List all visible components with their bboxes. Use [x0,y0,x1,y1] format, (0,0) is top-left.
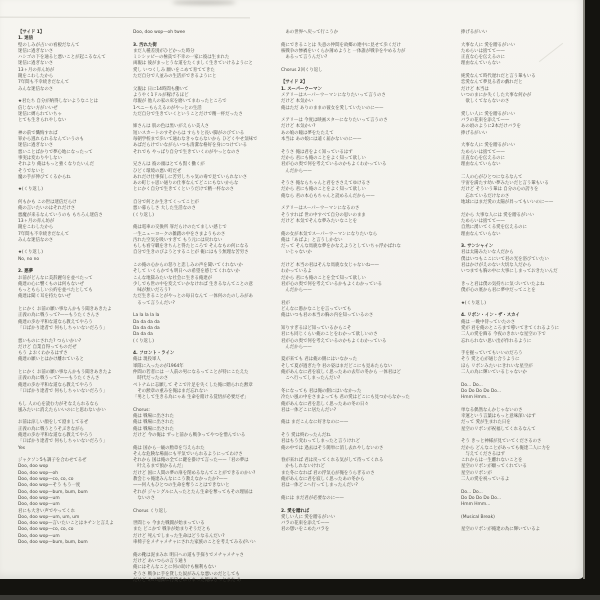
lyric-line: ただ自分で生きていくということだけで精一杯だったさ [133,111,243,117]
lyric-line: だって そんな馬鹿な夢をかなえようとしていちゃ浮かばれな [281,244,401,250]
lyric-line: んだから—— [281,288,312,294]
lyric-line: Da da da da [133,325,160,331]
lyric-line: 欲しくてならないのさ [461,99,510,105]
lyric-line: 鏡をこわしたから [18,225,54,231]
lyric-line: Da da da da [133,319,160,325]
lyric-line: Chorus 2回くり返し [281,67,323,73]
lyric-line: 俺なら 君の本心もちゃんと読めるんだから—— [281,193,375,199]
lyric-line: そして夏が過ぎた今 君の姿はまだどこにも見あたらない [281,363,393,369]
lyric-line: 冷たい風の中をさまよっても 君の愛はどこにも見つからなかった [281,395,410,401]
lyric-line: 僕が心の底から君に夢中だってことを [461,288,536,294]
lyric-line: 迷信に過ぎないさ [18,61,54,67]
lyric-line: Doo, doo wop—um [18,533,60,539]
lyric-line: だけど そういう輩は 自分の心の誇りを [461,187,539,193]
song-title: 4. フロント・ライン [133,351,175,357]
lyric-line: だけど 本当は [461,86,489,92]
lyric-line: 13ヶ月の赤ん坊が [18,67,55,73]
lyric-line: 俺があんなに君を寂しく思ったあの冬から [281,477,365,483]
lyric-line: メアリーはスーパーウーマンになるのさ [281,206,360,212]
lyric-line: 理由なんていらない [461,231,501,237]
lyric-line: もう よおくわかるはずさ [18,351,68,357]
lyric-line: 捧げるがいい [461,130,488,136]
lyric-line: いつのまにか失くした大事な何かが [461,92,532,98]
lyric-line: だけど 本気かい [281,99,314,105]
lyrics-column-3 [281,30,433,578]
lyric-line: Doo, doo wop [18,464,49,470]
lyric-line: 捧げるがいい [461,30,488,35]
lyric-line: 両親は 彼がまっとうな道をたくましく生きていけるようにと [133,61,253,67]
lyric-line: 俺は 現役軍人 [133,357,161,363]
lyric-line: 自分で生きのびようとすることが 俺にはもう無理な苦労さ [133,250,249,256]
lyric-line: 兄さんは 彼の頭はとても賢く働くが [133,162,205,168]
lyric-line: そう きっと神様が見ていてくださるのさ [461,439,542,445]
song-title: 3. 汚れた街 [133,42,157,48]
lyric-line: 愛が 君を俺のところまで導いてきてくれるように [461,325,559,331]
lyric-line: とにかく お前の願い事なんかもう聞きあきたよ [18,370,112,376]
lyric-line: 大事な人に 愛を贈るがいい [461,42,516,48]
lyric-line: 俺は 国から一級の勲章を与えられた [133,445,205,451]
lyric-line: 君にも同じくらい俺のことをわかって欲しいのさ [281,332,378,338]
lyric-line: ためらいは捨てて—— [461,218,505,224]
lyric-line: ただ自分で人並みの生活ができるようにと [133,74,217,80]
lyric-line: 「口ばかり達者で 何もしちゃいないだろう」 [18,388,108,394]
lyric-line: 君が心の奥で何を考えているのかもよくわかっている [281,338,387,344]
lyric-line: バラの花束を添えて—— [281,521,330,527]
lyric-line: そう 愛は終わったんだね [281,433,331,438]
lyric-line: Do Do Do Do Do... [461,388,502,394]
lyric-line: そうさ 戦争に手を貸した奴がみんな悪いのだとしても [133,571,240,577]
lyric-line: 俺は まだこんなに好きなのに—— [281,420,349,426]
lyric-line: 知りすぎるほど知っているからこそ [281,325,352,331]
lyric-line: また冬になれば 君の浮気心が俺をうらぎるのさ [281,470,375,476]
lyric-line: 俺にできることは 失意の仲間を故郷の連中に見せて歩くだけ [281,42,401,48]
lyric-line: だから どんなことがあっても俺達二人に力を [461,445,551,451]
lyric-line: 宇宙を満たす幼い夢みたいだと言う輩もいる [461,181,549,187]
lyric-line: 二人の愛を飾る 今夜のきれいな星空の下で [461,332,546,338]
lyric-line: 世間じゃ 今また戦闘が始まっている [133,521,205,527]
lyric-line: 地球にはまだ愛の太陽が昇ってもいいのに—— [461,200,554,206]
lyrics-column-2 [133,30,279,583]
lyric-line: 俺はいつも君の本当の胸の内を知っているのさ [281,313,374,319]
lyric-line: そうでないと [18,168,45,174]
lyric-line: Do Do Do Do Do... [461,495,502,501]
song-title: 【サイド 1】 [18,30,45,35]
lyric-line: だけど 国に人間の夢の扉を閉めるなんてことができるのかい? [133,470,256,476]
lyric-line: Doo, doo wop—bum, bum, bum [18,489,88,495]
lyric-line: 星空のリボンが俺達の為に輝いているよ [461,527,541,533]
lyric-line: とても生きられやしない [18,118,67,124]
lyric-line: 神の前で懺悔すれば [18,130,58,136]
lyric-line: 星空のリボンが願ってくれている [461,464,527,470]
smudge-mark [172,0,236,5]
sheet-edge-line [0,17,250,19]
lyric-line: 忘れられない思い出が作れるように [461,338,532,344]
lyric-line: だけど あの地獄に汚染されちまった俺はきっとまた あ [133,577,242,583]
lyric-line: 大事な人に 愛を贈るがいい [461,143,516,149]
lyric-line: 俺達の歩む平和な道なら教えてやろう [18,433,93,438]
lyric-line: No, no no [18,256,40,262]
lyric-line: ★(くり返し) [461,300,486,306]
lyric-line: 仲間の若者には 一人前の男になるってことが特にこたえた [133,370,249,376]
lyric-line: メアリーは 今度は映画スターになりたいって言うのさ [281,118,388,124]
lyric-line: 俺の中では 過去はそう簡単に消し去れやしないのさ [281,445,384,451]
lyric-line: 星空のリボンが祝福してくれるなんて [461,426,536,432]
lyric-line: ハシゴの下を通ると悪いことが起こるなんて [18,55,106,61]
lyric-line: Yes [18,445,26,451]
lyric-line: 信じない方がいいぜ [18,105,58,111]
lyric-line: お前は涼しい顔をして澄ましてるぜ [18,420,89,426]
lyric-line: 理由なんていらない [461,162,501,168]
lyric-line: 純愛なんて時代遅れだと言う輩もいる [461,74,536,80]
lyric-line: (くり返し) [133,338,154,344]
lyric-line: あばだらけでいながらいつも清潔な格好を身につけている [133,143,248,149]
lyric-line: 君が [281,300,290,306]
lyric-line: いつまでも胸の中に大事にしまっておきたいんだ [461,269,558,275]
lyric-line: 姉さんは 肌の色は黒いがえらい美人さ [133,124,210,130]
lyric-line: みんな迷信なのさ [18,237,54,243]
lyric-line: ひどく環境の悪い町だぜ [133,168,182,174]
lyric-line: ためらいは捨てて—— [461,149,505,155]
song-title: 2. 悪夢 [18,269,34,275]
lyric-line: 風みたいに消えたらいいのにと思わないかい [18,407,106,413]
lyric-line: (Musical Break) [461,514,495,520]
lyric-line: Doo, doo wop—bum, bum, bum [18,540,88,546]
lyric-line: Doo, doo wop—co, co, co [18,527,74,533]
lyric-line: そう 愛と心が通じ合うように [461,357,520,363]
song-title: 3. サンシャイン [461,244,494,250]
lyric-line: ようやく1ドルが稼げるほど [133,92,189,98]
lyric-line: 味が無いだろう? [133,288,171,294]
lyric-line: 一生ニューヨークの雑踏の中をさまようものさ [133,231,226,237]
lyric-line: また どこかで 戦争が始まりそうだとも [133,527,211,533]
lyric-line: そんな危険な場面にも平気でいられるようにってわけさ [133,451,243,457]
lyric-line: 俺は 一晩中待っていたのさ [461,319,516,325]
lyric-line: わかっているよ [281,269,312,275]
lyric-line: 鏡をこわしたから [18,74,54,80]
lyric-line: ジャクソン5も調子を合わせてるぜ [18,458,87,464]
lyric-line: 君が心の奥で何を考えているのかもよくわかっている [281,162,387,168]
lyric-line: 正直な心を伝えるのに [461,155,505,161]
lyric-line: だから 大事な人には 愛を贈るがいい [461,212,535,218]
lyric-line: 君は太陽みたいな人だから [461,250,514,256]
lyric-line: 「口ばかり達者で 何もしちゃいないだろう」 [18,325,108,331]
lyric-line: それでも やっぱり自分で生きていくのがやっとなのさ [133,149,240,155]
song-title: 4. リボン・イン・ザ・スカイ [461,313,520,319]
lyric-line: かもしれないけれど [281,464,325,470]
lyric-line: 教会じゃ俺達みんなにこう教えなかったか?—— [133,477,228,483]
lyric-line: ★(くり返し) [18,187,43,193]
lyric-line: Da da da [133,332,153,338]
lyric-line: これからは一生離れないことを [461,458,523,464]
lyric-line: 核戦争の惨禍をいくらか薄めようと 一体誰が戦争をやめる力が [281,48,406,54]
lyric-line: 二人の愛を祝っているよ [461,477,510,483]
lyric-line: あの世界へ戻って行こうか [281,30,339,35]
lyric-line: あの町じゃ思い通りの仕事なんてどこにもないからな [133,181,239,187]
scan-bottom-strip [0,595,600,600]
lyric-line: 俺達の心に響くものは何もないぜ [18,281,84,287]
lyric-line: 俺はただ ありのままの彼女を愛していたいのに—— [281,105,384,111]
paper-right-edge [583,0,585,579]
lyric-line: 春が来れば 君は戻ってくれる気がして待ってくれる [281,458,384,464]
lyric-line: 幸運という言葉はもっと意味深いはず [461,414,536,420]
lyric-line: 君はもう変わってしまったと言うけれど [281,439,360,445]
lyrics-column-4 [461,30,580,578]
lyric-line: Doo, doo wop—oh [18,470,59,476]
lyric-line: 自然に湧いてくる愛を伝えるのに [461,225,527,231]
lyric-line: あの娘の瞳は夢をたたえて [281,130,334,136]
lyric-line: 何もかも この世は迷信だらけ [18,200,77,206]
lyric-line: バラの花束を添えて—— [461,118,510,124]
lyric-line: とにかく お前の願い事なんかもう聞きあきたよ [18,307,112,313]
lyric-line: ★君たち 自分が納得しないようなことは [18,99,98,105]
lyric-line: だから 君にも俺のことをよく知って欲しい [281,155,366,161]
lyric-line: 俺達の願いとはかけ離れていると [18,357,84,363]
lyric-line: 愛しい人に 愛を贈るがいい [281,514,336,520]
lyric-line: もっともらしい公約を並べたとしても [18,288,93,294]
lyric-line: こんな地獄みたいな社会に生きる俺達が [133,275,213,281]
lyric-line: 君は一体どこへ行ってしまったんだい? [281,483,358,489]
lyric-line: 俺達は聞く耳を持たないぜ [18,294,71,300]
lyric-line: 理由なんていらない [461,61,501,67]
lyric-line: (くり返し) [133,212,154,218]
lyric-line: 愛しい人に 愛を贈るがいい [461,111,516,117]
lyric-line: 俺達の歩む平和な道なら教えてやろう [18,319,93,325]
song-title: 1. 迷信 [18,36,34,42]
lyric-line: 俺は 戦場に出された [133,426,174,432]
lyric-line: 壁のしみが占いの看板だなんて [18,42,80,48]
lyric-line: だって 愛が生まれた日を [461,420,511,426]
lyric-line: 時代だったのさ [133,376,169,382]
lyric-line: だけど 今の俺は ずっと前から戦争ってやつを憎んでいる [133,433,246,438]
lyric-line: Doo, doo wop—oh twee [133,30,186,35]
lyric-line: 正義の為に戦うとうそぶきながら [18,426,84,432]
lyric-line: 君の想いをこめたバラを [281,527,330,533]
lyric-line: 正義の為に戦うって?——もうたくさんさ [18,313,100,319]
lyric-line: それが ジャングルに入ったとたん生命を奪ってもその理屈は [133,489,253,495]
lyric-line: だから 君にも俺のことを全て知って欲しい [281,275,366,281]
lyric-line: そうさ 俺ならちゃんと君をささえてゆけるさ [281,181,371,187]
lyric-line: みんな迷信なのさ [18,86,54,92]
lyric-line: 1ペニーもらえるのがやっとの生活 [133,105,202,111]
lyric-line: この俺の心からの怒りと悲しみの声を聞いてくれないか [133,262,243,268]
lyric-line: 冬になっても 君は俺の側にはいなかった [281,388,362,394]
lyric-line: こへ行ってしまったんだい? [281,376,341,382]
lyric-line: とにかく自分で生きてくというだけで精一杯なのさ [133,187,234,193]
lyric-line: 俺は 戦場に出された [133,420,174,426]
lyric-line: 愛し いつくしみ 願いをこめて育ててきた [133,67,215,73]
lyric-line: 単なる偶然なんかじゃないのさ [461,407,523,413]
lyric-line: んだから—— [281,168,312,174]
lyric-line: 毎朝学校まで歩いて通わなきゃならないから ひどくやせ気味で [133,137,258,143]
lyric-line: 俺にはそんなことに何の助けも権利もない [133,565,217,571]
lyric-line: お前がどんなに美辞麗句を並べたって [18,275,93,281]
lyric-line: 父親は 日に14時間も働いて [133,86,189,92]
lyric-line: 車椅子をメチャメチャにされた家族のことを考えてみるがいい [133,540,256,546]
lyric-line: 夏が来ても 君は俺の側にはいなかった [281,357,358,363]
lyric-line: ためらいは捨てて—— [461,48,505,54]
lyric-line: 俺達の歩む平和な道なら教えてやろう [18,382,93,388]
lyric-line: 叶えるまで預かるんだ」 [133,464,186,470]
lyric-line: 君にも大きい声でやってくれ [18,508,76,514]
lyric-line: 罪から逃れられるなんていうのも [18,137,84,143]
lyric-line: 「口ばかり達者で 何もしちゃいないだろう」 [18,439,108,445]
lyric-line: それより 俺はもっと強くなりたいんだ [18,162,95,168]
lyric-line: いじゃないか [281,250,312,256]
lyric-line: 君が心の奥で何を考えているかもよくわかっている [281,281,382,287]
lyric-line: 迷信に縛られていちゃ [18,111,62,117]
lyric-line: るって言うんだい? [133,300,175,306]
lyric-line: そして いくらかでも明日への希望を感じてくれないか [133,269,240,275]
lyric-line: 悪い暮らしさ 大した生活なのさ [133,206,196,212]
lyric-line: 「男として生きる為にゃあ 生命を賭ける覚悟が必要だぜ」 [133,395,249,401]
song-title: 2. 愛を贈れば [281,508,310,514]
lyric-line: それから 国は俺の全てに鍵を掛けて言った——「君の夢は [133,458,249,464]
lyric-line: 俺の女が本気でスーパーウーマンになりたいなら [281,231,378,237]
lyric-line: 自分で何とか生きてくってことが [133,200,199,206]
lyric-line: 俺があんなに君を悲しく思ったあの冬の日々 [281,401,369,407]
song-title: 【サイド 2】 [281,80,308,86]
lyric-line: 魔の手が伸びてくるからね [18,174,71,180]
lyric-line: 短いスカートのすそからは すらりと長い脚がのびている [133,130,245,136]
lyric-line: ★(くり返し) [18,250,43,256]
lyric-line: その勲章の重みを俺はまだ忘れない [133,388,208,394]
lyric-line: 迷信に過ぎないさ [18,48,54,54]
lyric-line: 少しでも世の中を変えていかなければ 生きるなんてことの意 [133,281,253,287]
lyric-line: 僕はいつもここにいて君の光を浴びていたい [461,256,549,262]
lyric-line: 悪いことばかりで夢心地になったって [18,149,93,155]
lyric-line: 俺は電車の交換所 罪だらけのたてましい感じで [133,225,227,231]
lyric-line: もしも看守職をきちんと得たところで そんなもの何になる [133,244,249,250]
lyric-line: 7年間も不幸続きだなんて [18,80,70,86]
lyric-line: あるって言うんだい? [281,55,328,61]
lyric-line: 母親が 他人の家の床を磨いてまわったところで [133,99,227,105]
lyric-line: だから 君にも俺のことをよく知って欲しい [281,187,366,193]
lyric-line: Hmm Hmm... [461,502,491,508]
lyric-line: だけど 本当の君はそんな馬鹿な女じゃないね—— [281,262,379,268]
lyric-line: ないのさ [133,495,155,501]
lyric-line: 君は一体どこに居たんだい? [281,407,337,413]
lyric-line: まだ人種差別がひどかった時分 [133,48,195,54]
lyric-line: あの頃のように2本だけバラを [461,124,521,130]
lyric-line: Doo, doo wop—言いたいことはキチンと言えよ [18,521,114,527]
lyric-line: 7年間も不幸続きだなんて [18,231,70,237]
lyric-line: 星空のリボンが [461,470,492,476]
lyric-line: どんなに愚かなことを言っていても [281,307,352,313]
lyric-line: 君はかけがえのない大切な人だから [461,262,532,268]
lyric-line: もし 人の心を読む力がそなえられるなら [18,401,99,407]
lyric-line: だけど 本気でそんな夢みたいなことを [281,218,358,224]
lyric-line: 13ヶ月の赤ん坊が [18,218,55,224]
lyric-line: だけど 死んでしまった生命はどうなるんだい? [133,533,225,539]
lyric-line: Do... Do... [461,489,483,495]
lyric-line: Do... Do... [461,382,483,388]
lyric-line: 悪いものにされた? つらいかい? [18,338,82,344]
lyric-line: メアリーはスーパーウーマンになりたいって言うのさ [281,92,386,98]
lyric-line: ミシシッピーの極貧で不幸の一家に彼は生まれた [133,55,230,61]
lyric-line: あれだけ仕事探しに苦労しちゃ気の毒で見ていられないさ [133,174,248,180]
lyric-line: 正義の為に戦うって?——もうたくさんさ [18,376,100,382]
lyric-line: 正直な心を伝えるのに [461,55,505,61]
lyric-line: 軍隊に入ったのが1964年 [133,363,184,369]
lyric-line: 二人の為に輝いているじゃないか [461,370,527,376]
lyric-line: 手を握っていてもいいのだろう [461,351,523,357]
lyric-line: 忘れているだけなのさ [461,193,510,199]
lyrics-column-1 [18,30,132,578]
lyric-line: そうすれば 世の中すべて自分の思いのまま [281,212,366,218]
lyric-line: ベトナムに志願して そこで片足を失くした俺に贈られた勲章 [133,382,253,388]
lyric-line: 迷信に過ぎないさ [18,143,54,149]
lyric-line: La la la la la [133,313,160,319]
lyric-line: きっと君は僕の気持ちに気づいていたよね [461,281,545,287]
lyric-line: 俺には まだ君が必要なのに—— [281,495,344,501]
lyric-line: Doo, doo wop—um [18,502,60,508]
lyric-line: Chorus くり返し [133,508,168,514]
lyric-line: 本当は あの娘には遠く届かないのに—— [281,137,362,143]
lyric-line: だけど 自業自得ってものだぜ [18,344,77,350]
lyric-line: 俺の靴は泥まみれ 明日への道も手探りでメチャメチャさ [133,552,244,558]
lyric-line: 俺の言いたいのはそれだけさ [18,206,76,212]
lyric-line: 俺があんなに君を寂しく思ったあの去年の冬から 一体君はど [281,370,401,376]
lyric-line: Hmm Hmm... [461,395,491,401]
lyric-line: 恋愛なんて夢見る者の戯れだと [461,80,523,86]
lyric-line: だけど 本気かい? [281,124,316,130]
lyric-line: 俺は「あばよ」と言うしかない [281,237,343,243]
lyric-line: だけど あいつらの言う通り [133,558,188,564]
lyric-line: Doo, doo wop—co, co, co [18,477,74,483]
lyric-line: 事実は変わりやしない [18,155,62,161]
lyric-line: Doo, doo wop—um, um, um [18,514,80,520]
lyric-line: ただ生きることがやっとの毎日なんて 一体何のたのしみがあ [133,294,253,300]
lyric-line: ——何人もひとつの生命を奪うことはできないと [133,483,230,489]
lyric-line: 俺は 戦場に出された [133,414,174,420]
lyric-line: そうさ 俺は君をよく知っているはず [281,149,353,155]
lyric-line: ほら リボンみたいにきれいな星空が [461,363,533,369]
song-title: 1. スーパーウーマン [281,86,322,92]
lyric-line: 二人の心がひとつになるなんて [461,174,523,180]
lyric-line: 悪魔が来るなんていうのも もちろん迷信さ [18,212,103,218]
lyric-line: Doo, doo wop—um [18,495,60,501]
lyric-line: んだから—— [281,344,312,350]
lyric-line: 汚れた空気を吸いすぎて もう元には戻れない [133,237,223,243]
lyric-line: Doo, doo wop—そう もう一度 [18,483,81,489]
lyric-line: 与えてくださるはず [461,451,505,457]
lyric-line: Chorus: [133,407,150,413]
